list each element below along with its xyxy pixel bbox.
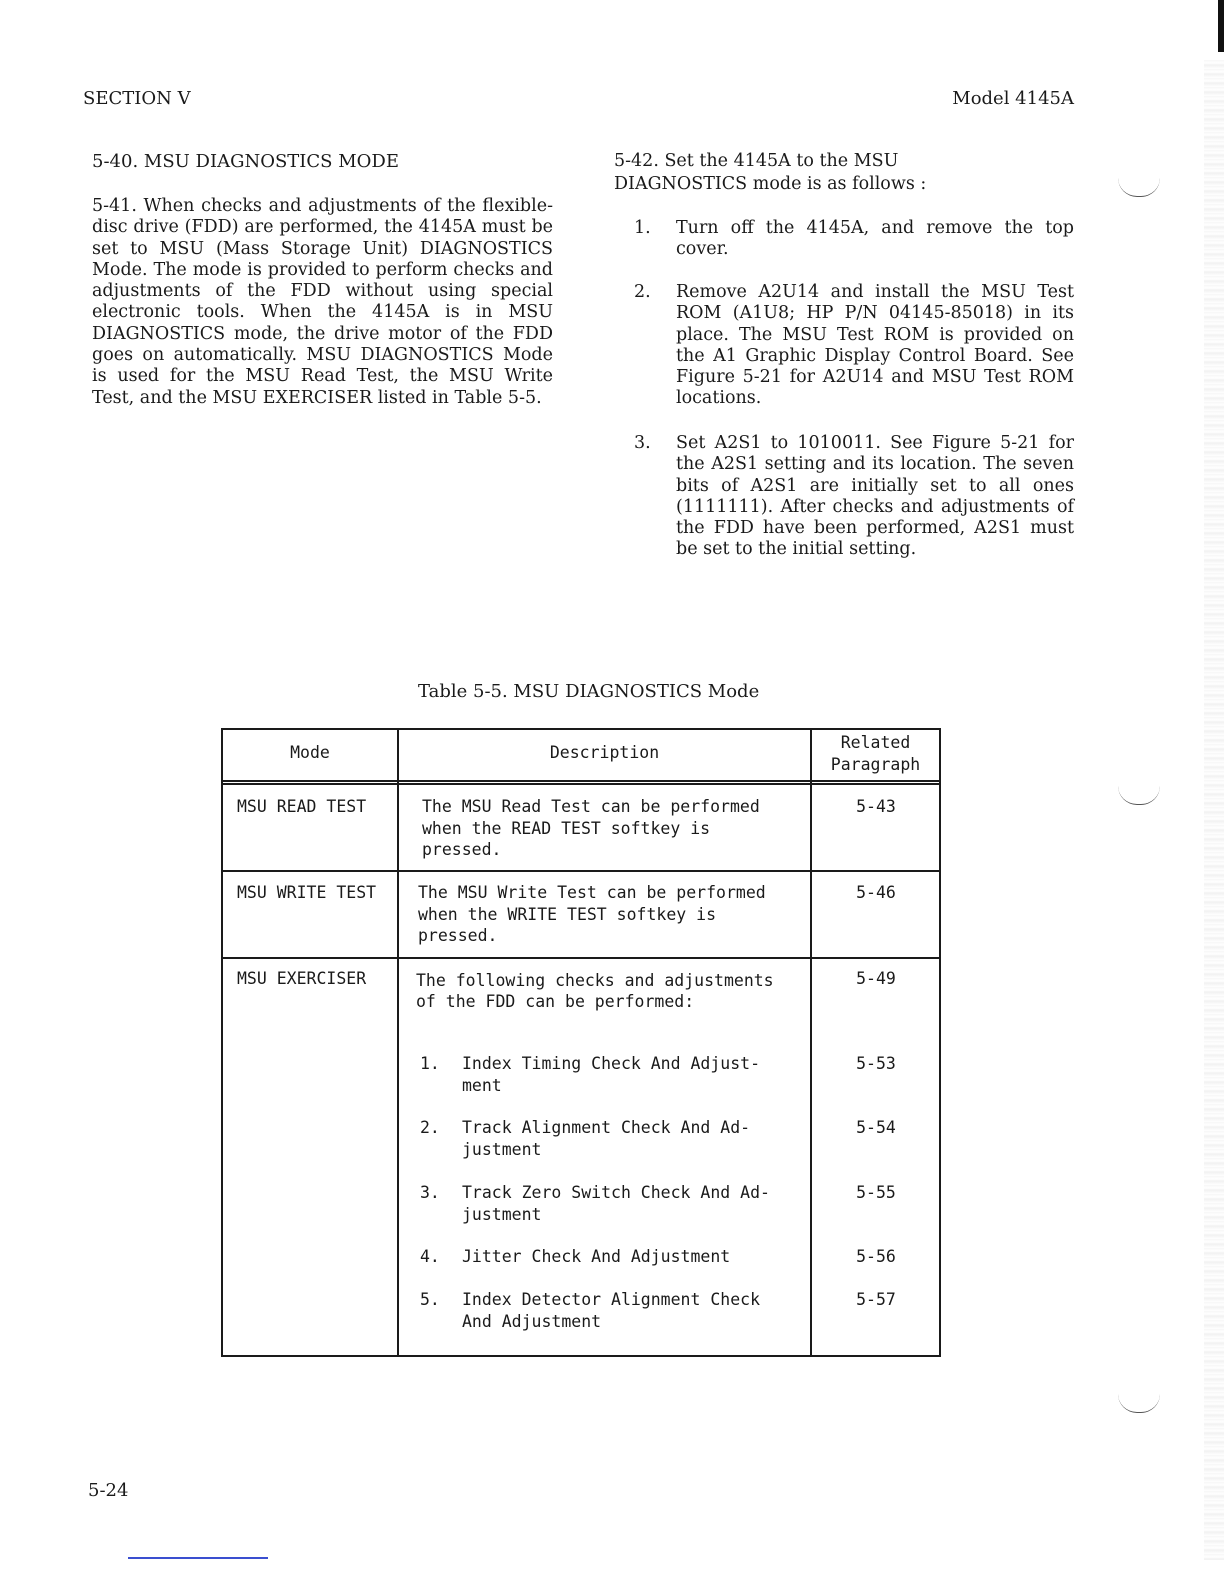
step-number: 2. [634, 282, 651, 302]
paragraph-5-41: 5-41. When checks and adjustments of the flexible-disc drive (FDD) are performed, the 4145A must be set to MSU (Mass Storage Unit) DIAGNOSTICS Mode. The mode is provided to perform checks and adjustments of the FDD without using special electronic tools. When the 4145A is in MSU DIAGNOSTICS mode, the drive motor of the FDD goes on automatically. MSU DIAGNOSTICS Mode is used for the MSU Read Test, the MSU Write Test, and the MSU EXERCISER listed in Table 5-5. [92, 196, 553, 408]
paragraph-cell: 5-53 [856, 1054, 896, 1073]
paragraph-cell: 5-46 [856, 883, 896, 902]
model-label: Model 4145A [952, 88, 1074, 109]
description-line: The MSU Read Test can be performed [422, 797, 760, 816]
step-text: Turn off the 4145A, and remove the top cover. [676, 218, 1074, 260]
table-rule [397, 728, 399, 1357]
header-paragraph: Paragraph [830, 755, 921, 774]
header-mode: Mode [290, 743, 330, 762]
subitem-number: 3. [420, 1183, 440, 1202]
subitem-line: ment [462, 1076, 502, 1095]
table-border [221, 728, 941, 730]
mode-cell: MSU READ TEST [237, 797, 367, 816]
table-border [221, 728, 223, 1357]
paragraph-cell: 5-49 [856, 969, 896, 988]
description-line: of the FDD can be performed: [416, 992, 695, 1011]
subitem-line: Index Detector Alignment Check [462, 1290, 761, 1309]
description-line: pressed. [418, 926, 498, 945]
description-line: when the WRITE TEST softkey is [418, 905, 717, 924]
section-label: SECTION V [83, 88, 191, 109]
scan-curl-mark [1118, 1394, 1160, 1413]
mode-cell: MSU EXERCISER [237, 969, 367, 988]
paragraph-5-42-line1: 5-42. Set the 4145A to the MSU [614, 151, 899, 171]
subitem-line: And Adjustment [462, 1312, 602, 1331]
subitem-line: Index Timing Check And Adjust- [462, 1054, 761, 1073]
table-rule [221, 957, 941, 959]
header-related: Related [840, 733, 911, 752]
table-border [221, 1355, 941, 1357]
table-rule [221, 870, 941, 872]
step-text: Remove A2U14 and install the MSU Test ROM (A1U8; HP P/N 04145-85018) in its place. The MSU Test ROM is provided on the A1 Graphic Display Control Board. See Figure 5-21 for A2U14 and MSU Test ROM locations. [676, 282, 1074, 409]
step-text: Set A2S1 to 1010011. See Figure 5-21 for the A2S1 setting and its location. The seven bits of A2S1 are initially set to all ones (1111111). After checks and adjustments of the FDD have been performed, A2S1 must be set to the initial setting. [676, 433, 1074, 560]
header-description: Description [549, 743, 660, 762]
scan-blue-mark [128, 1557, 268, 1559]
mode-cell: MSU WRITE TEST [237, 883, 377, 902]
subitem-line: Jitter Check And Adjustment [462, 1247, 731, 1266]
subitem-line: Track Zero Switch Check And Ad- [462, 1183, 770, 1202]
step-number: 3. [634, 433, 651, 453]
subitem-line: Track Alignment Check And Ad- [462, 1118, 751, 1137]
description-line: The following checks and adjustments [416, 971, 774, 990]
table-rule [221, 783, 941, 785]
subitem-line: justment [462, 1140, 542, 1159]
scan-edge-speckle [1204, 60, 1224, 1560]
paragraph-cell: 5-56 [856, 1247, 896, 1266]
paragraph-cell: 5-55 [856, 1183, 896, 1202]
scan-curl-mark [1118, 178, 1160, 197]
section-heading: 5-40. MSU DIAGNOSTICS MODE [92, 151, 399, 172]
subitem-number: 4. [420, 1247, 440, 1266]
table-caption: Table 5-5. MSU DIAGNOSTICS Mode [418, 681, 760, 702]
subitem-number: 5. [420, 1290, 440, 1309]
description-line: when the READ TEST softkey is [422, 819, 711, 838]
subitem-number: 2. [420, 1118, 440, 1137]
description-line: pressed. [422, 840, 502, 859]
subitem-number: 1. [420, 1054, 440, 1073]
scan-edge-bar [1218, 0, 1224, 52]
paragraph-cell: 5-43 [856, 797, 896, 816]
subitem-line: justment [462, 1205, 542, 1224]
page-number: 5-24 [88, 1480, 129, 1501]
description-line: The MSU Write Test can be performed [418, 883, 766, 902]
table-rule [221, 780, 941, 782]
paragraph-5-42-line2: DIAGNOSTICS mode is as follows : [614, 174, 927, 194]
paragraph-cell: 5-57 [856, 1290, 896, 1309]
step-number: 1. [634, 218, 651, 238]
scan-curl-mark [1118, 786, 1160, 805]
paragraph-cell: 5-54 [856, 1118, 896, 1137]
